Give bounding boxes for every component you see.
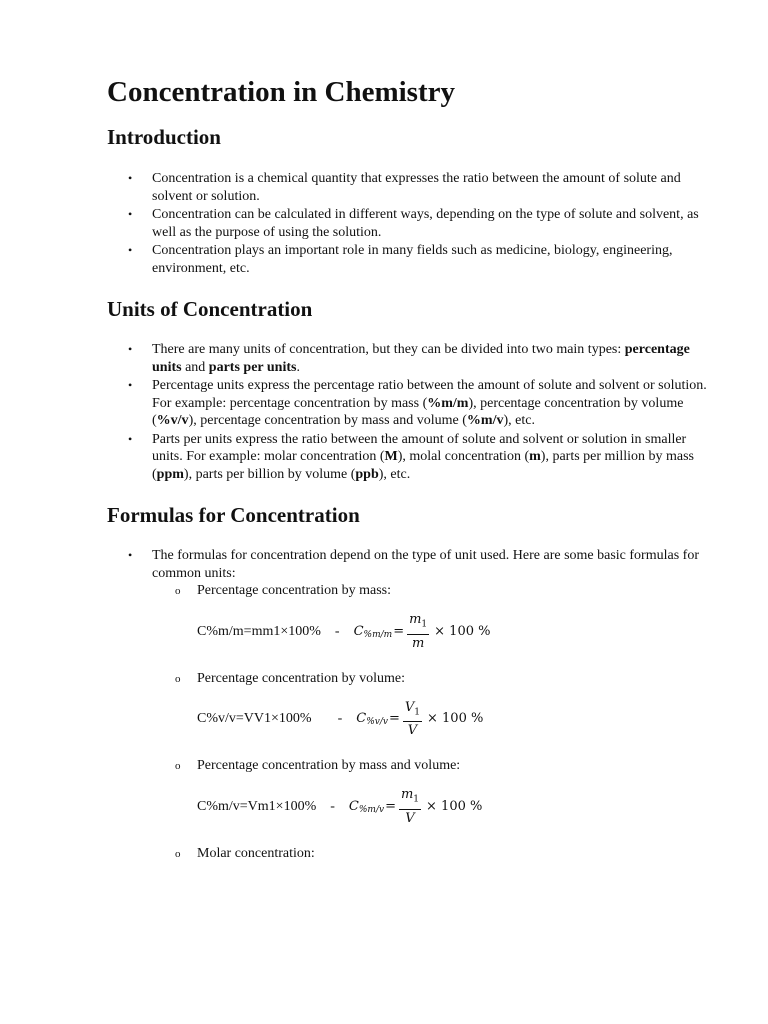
introduction-heading: Introduction xyxy=(107,125,221,149)
formula-row xyxy=(197,608,708,656)
list-item: • Concentration plays an important role in many fields such as medicine, biology, engineering, environment, etc. xyxy=(152,242,708,277)
units-list xyxy=(107,341,708,483)
list-item: • The formulas for concentration depend on the type of unit used. Here are some basic formulas for common units: o Percentage concentration by mass: C%m/m=mm1×100% - C %m/m = $\frac{m_1}{m}$ × 100 % o Percentage concentration by volume: C%v/v=VV1×100% - C %v/v = $\frac{V_1}{V}$ × 100 % o Percentage concentration by mass and volume: C%m/v=Vm1×100% - C %m/v = $\frac{m_1}{V}$ × 100 % o Molar concentration: xyxy=(152,547,708,862)
formula-rendered: C %v/v = $\frac{V_1}{V}$ × 100 % xyxy=(356,699,484,739)
formula-item-mass-volume xyxy=(197,757,708,831)
fraction: $\frac{V_1}{V}$ xyxy=(404,699,420,739)
list-item: • Parts per units express the ratio between the amount of solute and solvent or solution in smaller units. For example: molar concentration (M), molal concentration (m), parts per million by mass (ppm), parts per billion by volume (ppb), etc. xyxy=(152,431,708,484)
list-item: • Percentage units express the percentage ratio between the amount of solute and solvent or solution. For example: percentage concentration by mass (%m/m), percentage concentration by volume (%v/v), percentage concentration by mass and volume (%m/v), etc. xyxy=(152,377,708,430)
formula-label: o Percentage concentration by volume: xyxy=(197,670,405,686)
formula-label: o Percentage concentration by mass: xyxy=(197,583,391,598)
formula-row xyxy=(197,783,708,831)
units-heading: Units of Concentration xyxy=(107,297,313,321)
document-title: Concentration in Chemistry xyxy=(107,76,455,108)
formula-label: o Percentage concentration by mass and volume: xyxy=(197,758,461,773)
fraction: $\frac{m_1}{m}$ xyxy=(409,612,428,651)
formula-row xyxy=(197,695,708,743)
formulas-list xyxy=(107,547,708,862)
introduction-list xyxy=(107,170,708,277)
formulas-heading: Formulas for Concentration xyxy=(107,503,360,527)
list-item: • There are many units of concentration, but they can be divided into two main types: percentage units and parts per units. xyxy=(152,341,708,376)
formula-item-mass xyxy=(197,582,708,656)
formula-plain-text: C%m/v=Vm1×100% xyxy=(197,798,317,814)
formula-rendered: C %m/v = $\frac{m_1}{V}$ × 100 % xyxy=(348,787,483,826)
formula-plain-text: C%v/v=VV1×100% xyxy=(197,711,312,727)
formula-label: o Molar concentration: xyxy=(197,845,315,861)
formula-item-volume xyxy=(197,670,708,744)
formula-separator: - xyxy=(334,623,340,639)
fraction: $\frac{m_1}{V}$ xyxy=(400,787,420,826)
formula-sublist xyxy=(152,582,708,862)
list-item: • Concentration can be calculated in different ways, depending on the type of solute and solvent, as well as the purpose of using the solution. xyxy=(152,206,708,241)
formula-plain-text: C%m/m=mm1×100% xyxy=(197,623,321,639)
formula-rendered: C %m/m = $\frac{m_1}{m}$ × 100 % xyxy=(353,612,491,651)
formula-separator: - xyxy=(337,711,343,727)
formula-separator: - xyxy=(330,798,335,814)
list-item: • Concentration is a chemical quantity that expresses the ratio between the amount of solute and solvent or solution. xyxy=(152,170,708,205)
formula-item-molar xyxy=(197,845,708,863)
